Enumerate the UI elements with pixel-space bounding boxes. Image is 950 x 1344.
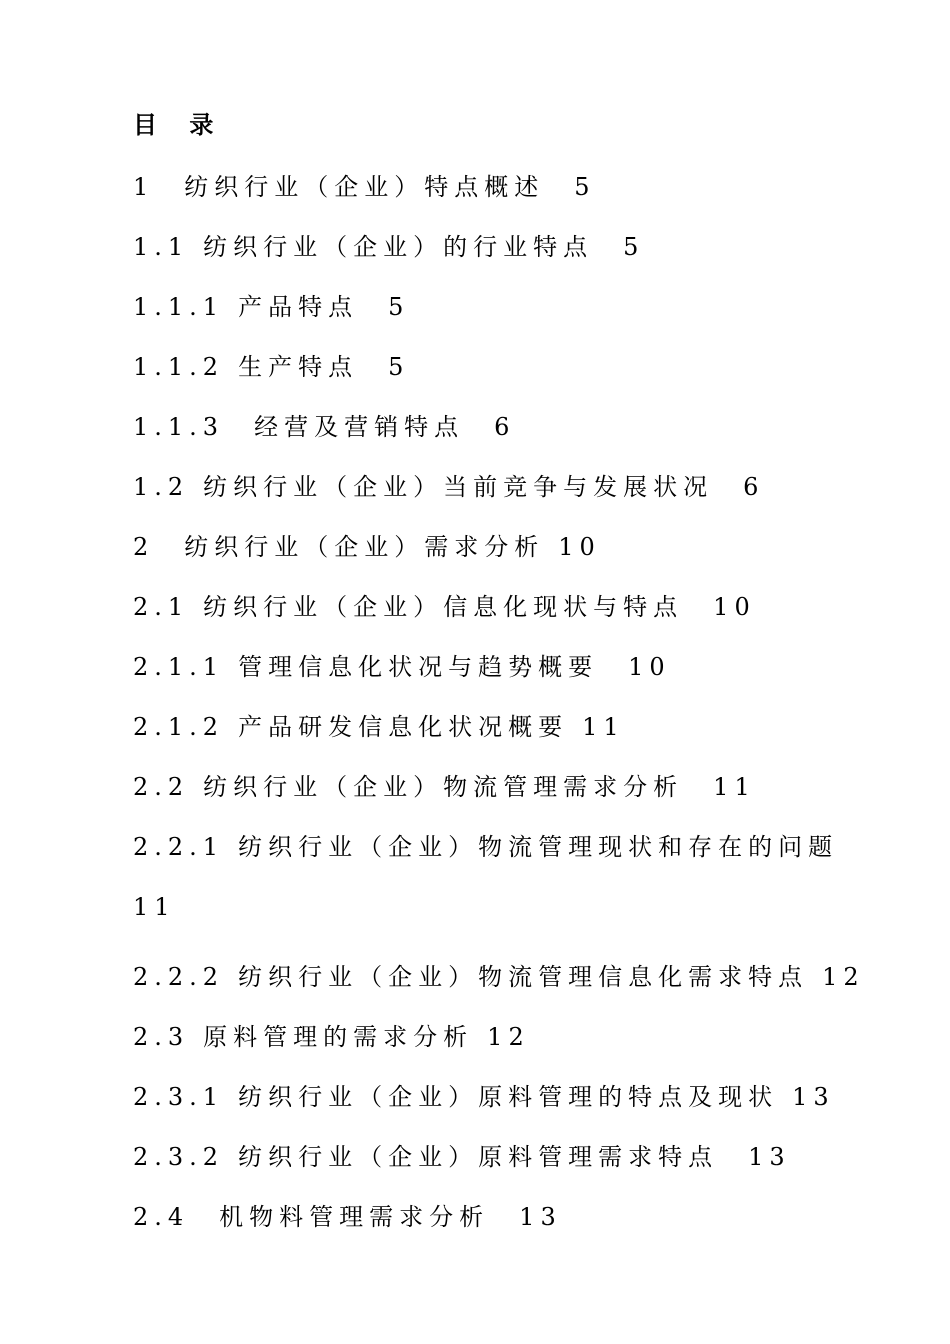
toc-entry-page: 6 xyxy=(743,473,765,501)
toc-entry-text: 纺织行业（企业）特点概述 xyxy=(184,173,545,201)
toc-entry-number: 1 xyxy=(133,173,155,201)
toc-entry-page: 13 xyxy=(792,1083,835,1111)
toc-entry[interactable] xyxy=(133,172,596,202)
toc-entry-page: 6 xyxy=(494,413,516,441)
toc-entry-text: 纺织行业（企业）原料管理的特点及现状 xyxy=(238,1083,779,1111)
toc-entry-text: 纺织行业（企业）物流管理需求分析 xyxy=(203,773,684,801)
toc-entry-number: 2.1 xyxy=(133,593,190,621)
toc-entry-number: 1.2 xyxy=(133,473,190,501)
toc-entry-page: 13 xyxy=(748,1143,791,1171)
toc-entry-text: 机物料管理需求分析 xyxy=(219,1203,490,1231)
toc-entry-number: 2.1.1 xyxy=(133,653,225,681)
toc-entry-text: 管理信息化状况与趋势概要 xyxy=(238,653,599,681)
toc-entry-page: 11 xyxy=(713,773,756,801)
toc-entry-number: 2.2.2 xyxy=(133,963,225,991)
toc-entry-number: 2.1.2 xyxy=(133,713,225,741)
toc-entry-text: 产品研发信息化状况概要 xyxy=(238,713,569,741)
toc-list xyxy=(133,0,865,1344)
toc-entry-page: 10 xyxy=(558,533,601,561)
toc-entry-text: 经营及营销特点 xyxy=(254,413,465,441)
toc-entry[interactable] xyxy=(133,1082,835,1112)
toc-entry[interactable] xyxy=(133,1142,791,1172)
toc-entry-number: 2.2.1 xyxy=(133,833,225,861)
toc-entry-number: 1.1.3 xyxy=(133,413,225,441)
toc-entry-page: 12 xyxy=(487,1023,530,1051)
toc-title: 目 录 xyxy=(133,110,226,139)
toc-entry-text: 纺织行业（企业）原料管理需求特点 xyxy=(238,1143,719,1171)
toc-entry-number: 1.1 xyxy=(133,233,190,261)
toc-entry-text: 纺织行业（企业）当前竞争与发展状况 xyxy=(203,473,714,501)
toc-entry[interactable] xyxy=(133,652,671,682)
toc-entry-number: 2 xyxy=(133,533,155,561)
toc-entry-page: 10 xyxy=(628,653,671,681)
toc-entry-number: 2.3 xyxy=(133,1023,190,1051)
toc-entry-text: 原料管理的需求分析 xyxy=(203,1023,474,1051)
toc-entry-text: 产品特点 xyxy=(238,293,359,321)
toc-entry-page: 11 xyxy=(582,713,625,741)
toc-entry-page: 5 xyxy=(623,233,645,261)
toc-entry[interactable] xyxy=(133,592,756,622)
toc-entry[interactable] xyxy=(133,1202,562,1232)
toc-entry[interactable] xyxy=(133,1022,530,1052)
toc-entry-number: 2.4 xyxy=(133,1203,190,1231)
toc-entry-text: 纺织行业（企业）的行业特点 xyxy=(203,233,594,261)
toc-entry[interactable] xyxy=(133,352,409,382)
toc-entry-text: 纺织行业（企业）信息化现状与特点 xyxy=(203,593,684,621)
toc-entry-page: 12 xyxy=(822,963,865,991)
toc-entry-page: 10 xyxy=(713,593,756,621)
toc-entry[interactable] xyxy=(133,832,839,921)
toc-entry[interactable] xyxy=(133,712,625,742)
toc-entry[interactable] xyxy=(133,532,601,562)
toc-entry-page: 13 xyxy=(519,1203,562,1231)
toc-entry-page: 11 xyxy=(133,893,176,921)
toc-entry[interactable] xyxy=(133,962,865,992)
toc-entry-number: 1.1.2 xyxy=(133,353,225,381)
toc-entry-page: 5 xyxy=(574,173,596,201)
toc-entry-number: 2.3.1 xyxy=(133,1083,225,1111)
toc-entry[interactable] xyxy=(133,772,756,802)
toc-entry-text: 纺织行业（企业）物流管理现状和存在的问题 xyxy=(238,833,839,861)
toc-entry-text: 纺织行业（企业）物流管理信息化需求特点 xyxy=(238,963,809,991)
toc-entry-number: 2.2 xyxy=(133,773,190,801)
toc-entry[interactable] xyxy=(133,412,515,442)
toc-entry-page: 5 xyxy=(388,353,410,381)
toc-entry-number: 1.1.1 xyxy=(133,293,225,321)
toc-entry-text: 纺织行业（企业）需求分析 xyxy=(184,533,545,561)
toc-entry[interactable] xyxy=(133,472,764,502)
toc-entry[interactable] xyxy=(133,292,409,322)
toc-entry[interactable] xyxy=(133,232,644,262)
toc-entry-text: 生产特点 xyxy=(238,353,359,381)
toc-entry-page: 5 xyxy=(388,293,410,321)
toc-entry-number: 2.3.2 xyxy=(133,1143,225,1171)
